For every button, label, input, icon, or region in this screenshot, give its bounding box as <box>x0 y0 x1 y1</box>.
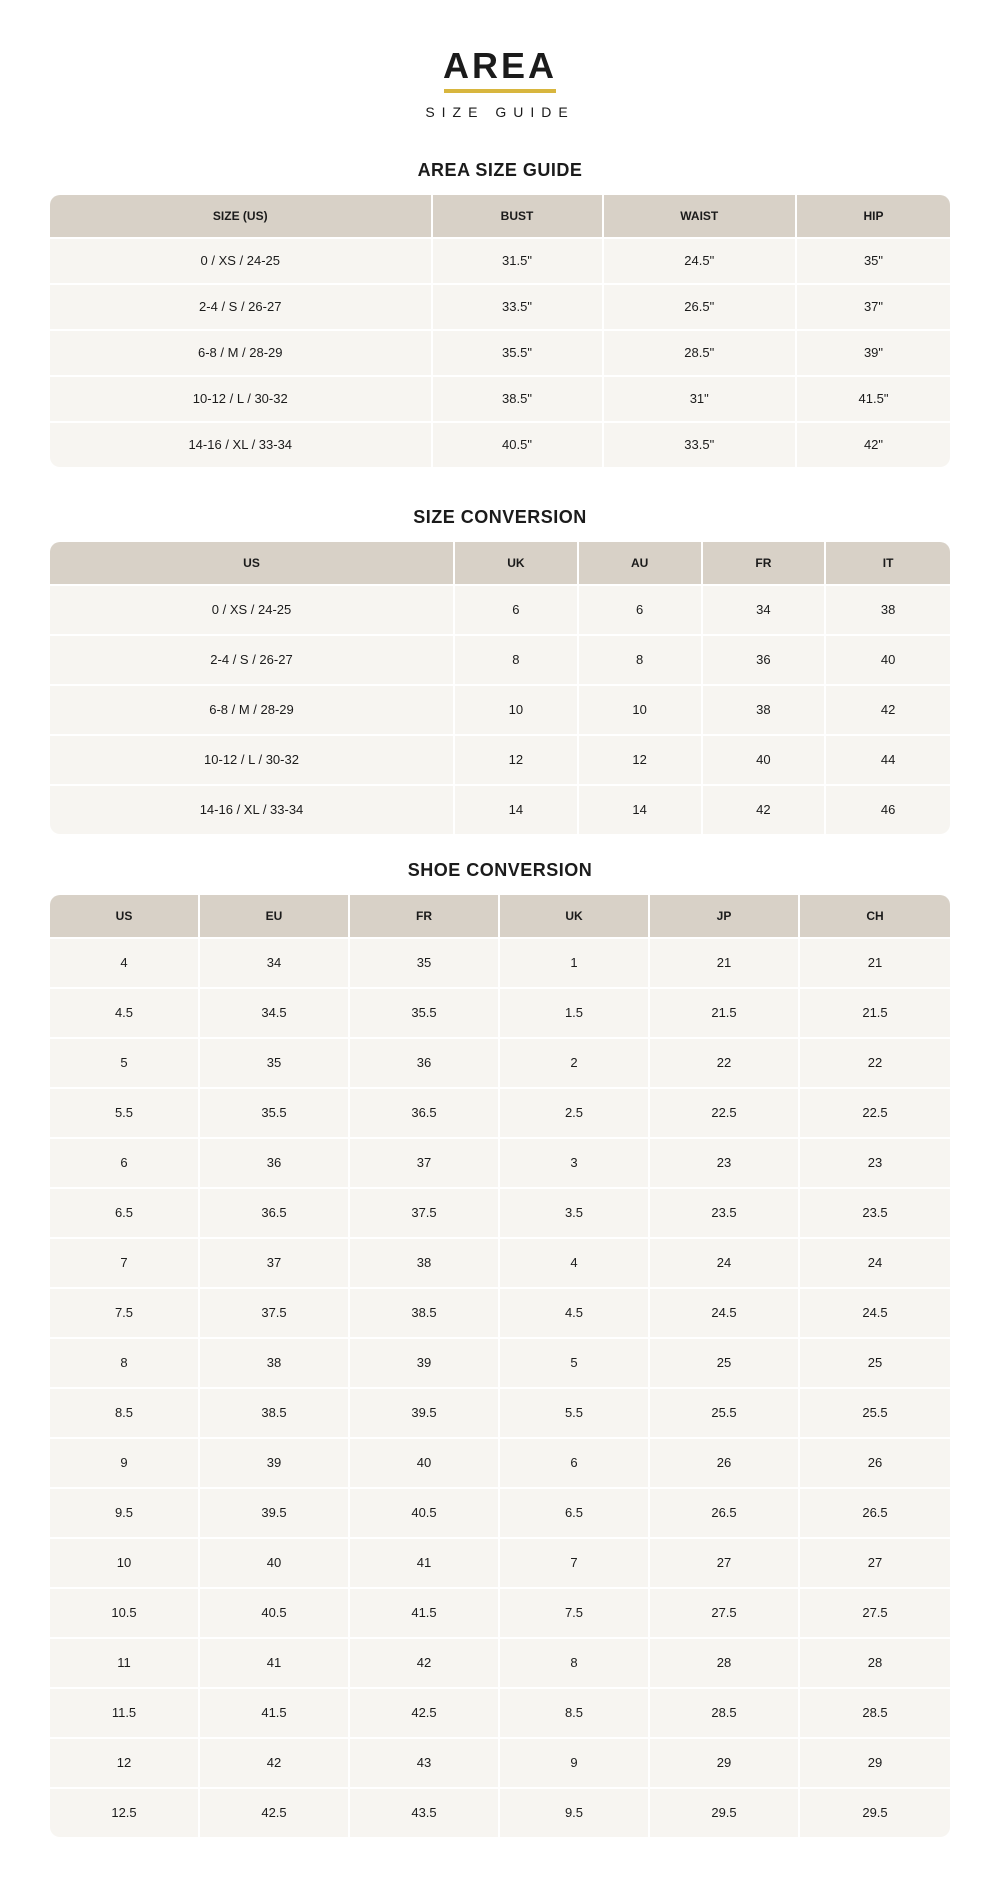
table-cell: 23 <box>650 1137 800 1187</box>
table-row <box>50 1737 950 1787</box>
table-row <box>50 1087 950 1137</box>
table-cell: 35.5 <box>200 1087 350 1137</box>
section-size-conversion <box>50 507 950 834</box>
table-cell: 25 <box>800 1337 950 1387</box>
table-cell: 35" <box>797 237 950 283</box>
table-cell: 44 <box>826 734 950 784</box>
table-cell: 35.5" <box>433 329 604 375</box>
table-cell: 40.5 <box>200 1587 350 1637</box>
section-shoe-conversion <box>50 860 950 1837</box>
table-cell: 8 <box>500 1637 650 1687</box>
table-cell: 26.5 <box>650 1487 800 1537</box>
table-cell: 12 <box>455 734 579 784</box>
table-cell: 6-8 / M / 28-29 <box>50 684 455 734</box>
table-cell: 42" <box>797 421 950 467</box>
table-cell: 3 <box>500 1137 650 1187</box>
column-header: CH <box>800 895 950 937</box>
table-cell: 43.5 <box>350 1787 500 1837</box>
table-cell: 4 <box>50 937 200 987</box>
table-cell: 25.5 <box>650 1387 800 1437</box>
table-cell: 36 <box>200 1137 350 1187</box>
table-cell: 10-12 / L / 30-32 <box>50 375 433 421</box>
table-cell: 24 <box>800 1237 950 1287</box>
table-cell: 29 <box>800 1737 950 1787</box>
brand-underline <box>444 89 556 93</box>
table-row <box>50 584 950 634</box>
table-cell: 29 <box>650 1737 800 1787</box>
column-header: US <box>50 542 455 584</box>
table-cell: 40.5 <box>350 1487 500 1537</box>
table-area-size-guide <box>50 195 950 467</box>
table-cell: 31" <box>604 375 798 421</box>
table-row <box>50 734 950 784</box>
table-cell: 8.5 <box>50 1387 200 1437</box>
table-cell: 22 <box>650 1037 800 1087</box>
table-cell: 40 <box>350 1437 500 1487</box>
table-cell: 24.5" <box>604 237 798 283</box>
table-cell: 22.5 <box>650 1087 800 1137</box>
column-header: UK <box>500 895 650 937</box>
brand-header <box>0 0 1000 120</box>
table-cell: 28.5 <box>650 1687 800 1737</box>
table-cell: 33.5" <box>604 421 798 467</box>
table-cell: 21 <box>800 937 950 987</box>
table-cell: 12.5 <box>50 1787 200 1837</box>
table-cell: 37 <box>350 1137 500 1187</box>
table-cell: 6.5 <box>500 1487 650 1537</box>
table-cell: 25 <box>650 1337 800 1387</box>
table-cell: 2-4 / S / 26-27 <box>50 634 455 684</box>
table-cell: 33.5" <box>433 283 604 329</box>
table-cell: 0 / XS / 24-25 <box>50 584 455 634</box>
section-title: AREA SIZE GUIDE <box>417 159 583 180</box>
column-header: FR <box>703 542 827 584</box>
table-cell: 42 <box>200 1737 350 1787</box>
table-cell: 9 <box>50 1437 200 1487</box>
table-cell: 38.5 <box>200 1387 350 1437</box>
table-cell: 39 <box>200 1437 350 1487</box>
table-row <box>50 375 950 421</box>
table-cell: 10 <box>579 684 703 734</box>
table-cell: 27.5 <box>650 1587 800 1637</box>
table-cell: 37" <box>797 283 950 329</box>
table-cell: 7 <box>50 1237 200 1287</box>
table-cell: 9.5 <box>500 1787 650 1837</box>
table-cell: 7.5 <box>500 1587 650 1637</box>
table-cell: 35.5 <box>350 987 500 1037</box>
column-header: WAIST <box>604 195 798 237</box>
table-cell: 37.5 <box>350 1187 500 1237</box>
table-row <box>50 283 950 329</box>
table-cell: 9 <box>500 1737 650 1787</box>
table-cell: 12 <box>50 1737 200 1787</box>
table-cell: 42.5 <box>200 1787 350 1837</box>
table-cell: 40.5" <box>433 421 604 467</box>
table-cell: 36.5 <box>350 1087 500 1137</box>
table-header-row <box>50 895 950 937</box>
column-header: SIZE (US) <box>50 195 433 237</box>
table-cell: 14-16 / XL / 33-34 <box>50 421 433 467</box>
table-cell: 38 <box>826 584 950 634</box>
table-cell: 23 <box>800 1137 950 1187</box>
table-cell: 41 <box>200 1637 350 1687</box>
table-cell: 38 <box>350 1237 500 1287</box>
table-cell: 23.5 <box>650 1187 800 1237</box>
table-cell: 6 <box>500 1437 650 1487</box>
table-cell: 43 <box>350 1737 500 1787</box>
section-area-size-guide <box>50 160 950 467</box>
table-row <box>50 1237 950 1287</box>
column-header: IT <box>826 542 950 584</box>
table-cell: 7.5 <box>50 1287 200 1337</box>
table-cell: 28 <box>650 1637 800 1687</box>
table-row <box>50 634 950 684</box>
table-cell: 38.5 <box>350 1287 500 1337</box>
table-cell: 35 <box>350 937 500 987</box>
table-row <box>50 1137 950 1187</box>
table-row <box>50 784 950 834</box>
table-row <box>50 684 950 734</box>
column-header: BUST <box>433 195 604 237</box>
table-cell: 27 <box>650 1537 800 1587</box>
table-cell: 27 <box>800 1537 950 1587</box>
section-title: SHOE CONVERSION <box>407 859 593 880</box>
table-cell: 42 <box>350 1637 500 1687</box>
column-header: UK <box>455 542 579 584</box>
table-cell: 35 <box>200 1037 350 1087</box>
table-cell: 22.5 <box>800 1087 950 1137</box>
table-cell: 39.5 <box>350 1387 500 1437</box>
table-cell: 26 <box>800 1437 950 1487</box>
brand-logo: AREA <box>442 45 557 86</box>
table-cell: 22 <box>800 1037 950 1087</box>
table-cell: 5.5 <box>500 1387 650 1437</box>
table-cell: 5 <box>50 1037 200 1087</box>
table-cell: 8 <box>50 1337 200 1387</box>
column-header: JP <box>650 895 800 937</box>
table-cell: 27.5 <box>800 1587 950 1637</box>
table-cell: 42 <box>826 684 950 734</box>
table-cell: 21.5 <box>650 987 800 1037</box>
table-cell: 0 / XS / 24-25 <box>50 237 433 283</box>
table-cell: 29.5 <box>800 1787 950 1837</box>
table-shoe-conversion <box>50 895 950 1837</box>
table-cell: 9.5 <box>50 1487 200 1537</box>
size-guide-content <box>50 160 950 1837</box>
table-row <box>50 1487 950 1537</box>
table-cell: 5.5 <box>50 1087 200 1137</box>
table-row <box>50 1637 950 1687</box>
table-cell: 6 <box>579 584 703 634</box>
table-cell: 24 <box>650 1237 800 1287</box>
column-header: FR <box>350 895 500 937</box>
brand-subtitle: SIZE GUIDE <box>425 103 575 120</box>
table-cell: 41.5" <box>797 375 950 421</box>
table-cell: 26.5 <box>800 1487 950 1537</box>
table-cell: 25.5 <box>800 1387 950 1437</box>
table-cell: 2 <box>500 1037 650 1087</box>
table-header-row <box>50 542 950 584</box>
table-cell: 28.5 <box>800 1687 950 1737</box>
table-cell: 23.5 <box>800 1187 950 1237</box>
table-row <box>50 1337 950 1387</box>
table-cell: 21 <box>650 937 800 987</box>
table-row <box>50 1787 950 1837</box>
table-cell: 14 <box>579 784 703 834</box>
table-cell: 6.5 <box>50 1187 200 1237</box>
column-header: HIP <box>797 195 950 237</box>
table-cell: 28.5" <box>604 329 798 375</box>
table-cell: 28 <box>800 1637 950 1687</box>
table-cell: 24.5 <box>650 1287 800 1337</box>
table-cell: 36 <box>350 1037 500 1087</box>
table-cell: 34 <box>703 584 827 634</box>
table-cell: 41.5 <box>200 1687 350 1737</box>
table-cell: 37 <box>200 1237 350 1287</box>
table-cell: 40 <box>703 734 827 784</box>
table-row <box>50 421 950 467</box>
table-cell: 41 <box>350 1537 500 1587</box>
table-cell: 2.5 <box>500 1087 650 1137</box>
table-cell: 12 <box>579 734 703 784</box>
table-row <box>50 1687 950 1737</box>
table-cell: 37.5 <box>200 1287 350 1337</box>
table-cell: 1 <box>500 937 650 987</box>
table-cell: 8 <box>579 634 703 684</box>
table-cell: 11 <box>50 1637 200 1687</box>
table-cell: 39" <box>797 329 950 375</box>
table-row <box>50 237 950 283</box>
table-cell: 10 <box>455 684 579 734</box>
table-size-conversion <box>50 542 950 834</box>
table-cell: 6 <box>455 584 579 634</box>
table-cell: 26 <box>650 1437 800 1487</box>
table-row <box>50 937 950 987</box>
table-cell: 26.5" <box>604 283 798 329</box>
table-row <box>50 329 950 375</box>
table-cell: 39 <box>350 1337 500 1387</box>
table-cell: 4.5 <box>500 1287 650 1337</box>
table-row <box>50 1287 950 1337</box>
column-header: US <box>50 895 200 937</box>
table-cell: 34.5 <box>200 987 350 1037</box>
table-cell: 11.5 <box>50 1687 200 1737</box>
table-cell: 3.5 <box>500 1187 650 1237</box>
column-header: AU <box>579 542 703 584</box>
table-row <box>50 987 950 1037</box>
table-header-row <box>50 195 950 237</box>
table-cell: 10 <box>50 1537 200 1587</box>
table-cell: 39.5 <box>200 1487 350 1537</box>
table-cell: 4 <box>500 1237 650 1287</box>
table-cell: 2-4 / S / 26-27 <box>50 283 433 329</box>
table-cell: 21.5 <box>800 987 950 1037</box>
table-row <box>50 1037 950 1087</box>
table-cell: 42 <box>703 784 827 834</box>
table-cell: 38 <box>200 1337 350 1387</box>
table-cell: 4.5 <box>50 987 200 1037</box>
table-cell: 41.5 <box>350 1587 500 1637</box>
table-cell: 40 <box>200 1537 350 1587</box>
table-cell: 8.5 <box>500 1687 650 1737</box>
table-cell: 38.5" <box>433 375 604 421</box>
table-cell: 36.5 <box>200 1187 350 1237</box>
table-row <box>50 1387 950 1437</box>
table-row <box>50 1437 950 1487</box>
table-row <box>50 1587 950 1637</box>
table-cell: 38 <box>703 684 827 734</box>
section-title: SIZE CONVERSION <box>413 506 587 527</box>
table-cell: 7 <box>500 1537 650 1587</box>
table-cell: 24.5 <box>800 1287 950 1337</box>
table-row <box>50 1537 950 1587</box>
table-cell: 5 <box>500 1337 650 1387</box>
table-cell: 1.5 <box>500 987 650 1037</box>
table-cell: 6-8 / M / 28-29 <box>50 329 433 375</box>
table-cell: 14-16 / XL / 33-34 <box>50 784 455 834</box>
table-cell: 31.5" <box>433 237 604 283</box>
table-cell: 29.5 <box>650 1787 800 1837</box>
table-cell: 10-12 / L / 30-32 <box>50 734 455 784</box>
table-cell: 8 <box>455 634 579 684</box>
table-row <box>50 1187 950 1237</box>
column-header: EU <box>200 895 350 937</box>
table-cell: 42.5 <box>350 1687 500 1737</box>
table-cell: 34 <box>200 937 350 987</box>
table-cell: 40 <box>826 634 950 684</box>
table-cell: 6 <box>50 1137 200 1187</box>
table-cell: 36 <box>703 634 827 684</box>
table-cell: 10.5 <box>50 1587 200 1637</box>
table-cell: 14 <box>455 784 579 834</box>
table-cell: 46 <box>826 784 950 834</box>
